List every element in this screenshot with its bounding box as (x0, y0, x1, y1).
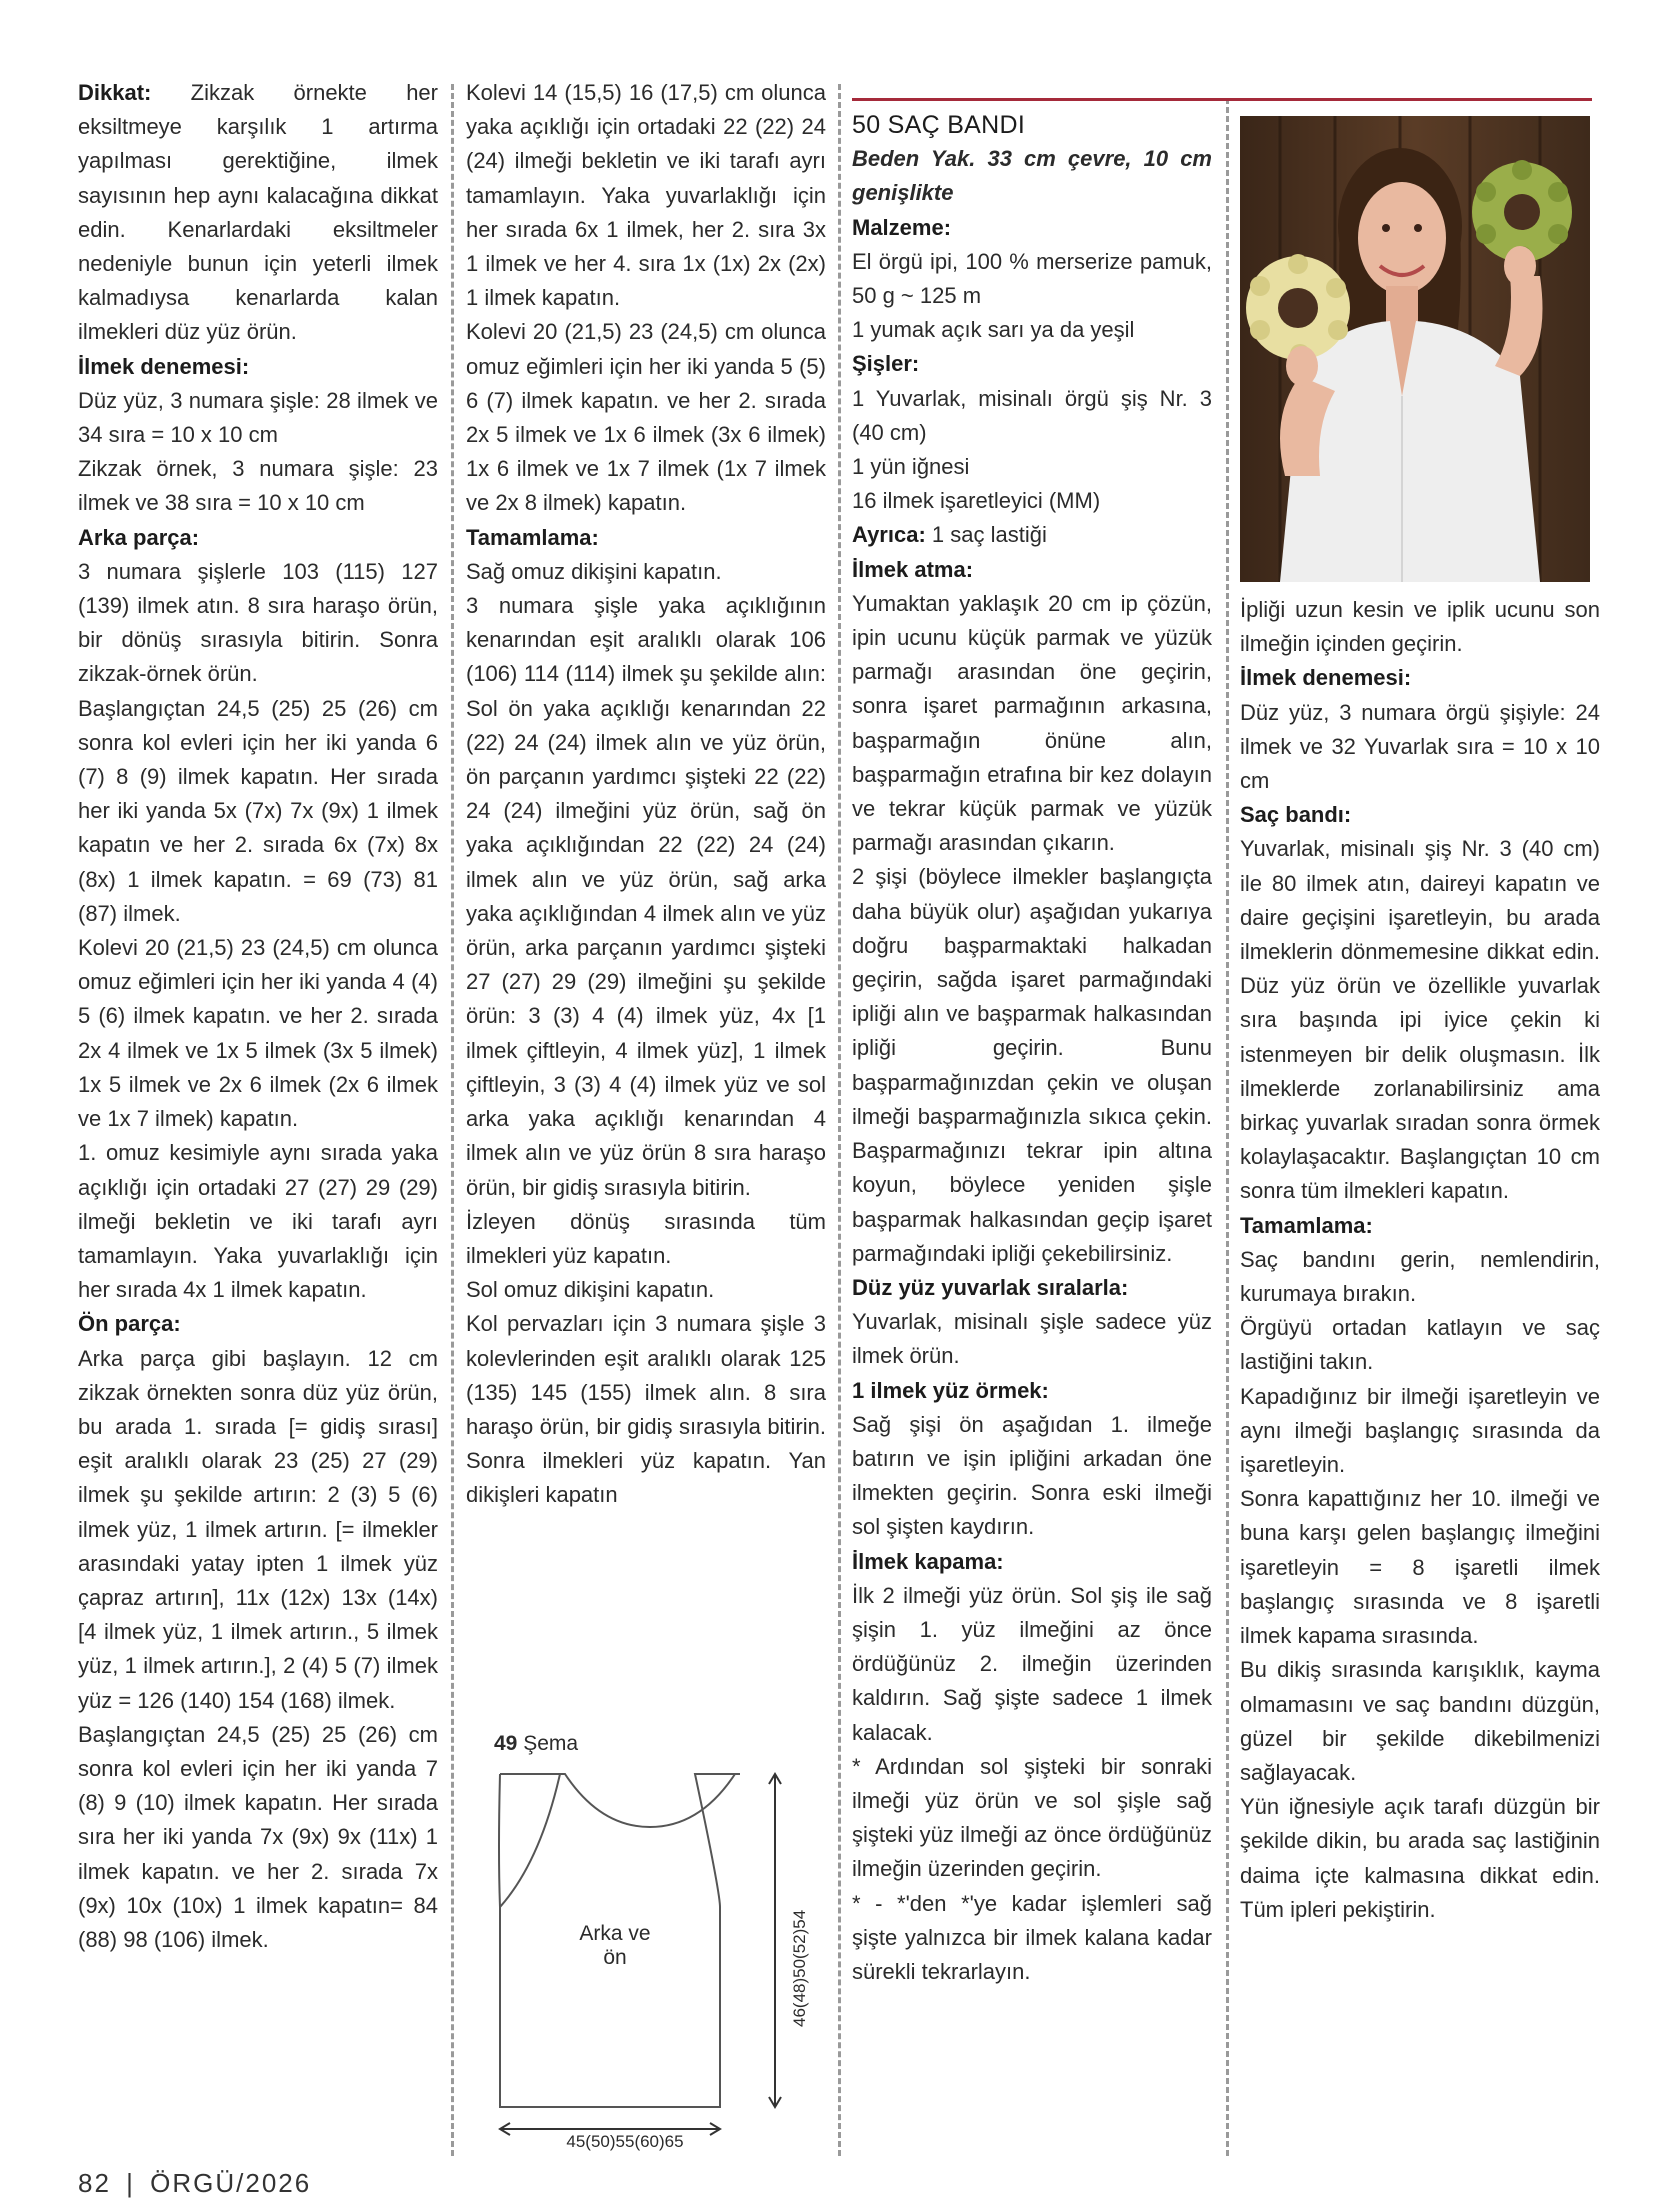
photo-illustration (1240, 116, 1590, 582)
heading: Tamamlama: (466, 524, 599, 550)
column-1 (78, 76, 438, 1957)
diagram-number: 49 (494, 1732, 518, 1755)
column-2 (466, 76, 826, 1513)
paragraph (78, 1342, 438, 1718)
body-text: Saç bandını gerin, nemlendirin, kurumaya bırakın. (1240, 1246, 1600, 1307)
paragraph (78, 1136, 438, 1307)
diagram-piece-line1: Arka ve (579, 1922, 651, 1945)
paragraph (852, 553, 1212, 587)
heading: Tamamlama: (1240, 1212, 1373, 1238)
paragraph (1240, 832, 1600, 1208)
paragraph (852, 313, 1212, 347)
paragraph (1240, 1209, 1600, 1243)
body-text: İzleyen dönüş sırasında tüm ilmekleri yüz kapatın. (466, 1208, 826, 1268)
paragraph (1240, 696, 1600, 799)
body-text: Kol pervazları için 3 numara şişle 3 kolevlerinden eşit aralıklı olarak 125 (135) 145 (155) ilmek alın. 8 sıra haraşo örün, bir gidiş sırasıyla bitirin. Sonra ilmekleri yüz kapatın. Yan dikişleri kapatın (466, 1311, 826, 1508)
paragraph (852, 450, 1212, 484)
paragraph (852, 1408, 1212, 1545)
body-text: 1 yumak açık sarı ya da yeşil (852, 317, 1135, 343)
magazine-name: ÖRGÜ/2026 (150, 2168, 312, 2198)
diagram-piece-label (560, 1922, 670, 1970)
body-text: Kolevi 14 (15,5) 16 (17,5) cm olunca yaka açıklığı için ortadaki 22 (22) 24 (24) ilmeği bekletin ve iki tarafı ayrı tamamlayın. Yaka yuvarlaklığı için her sırada 6x 1 ilmek, her 2. sıra 3x 1 ilmek ve her 4. sıra 1x (1x) 2x (2x) 1 ilmek kapatın. (466, 80, 826, 311)
heading: Düz yüz yuvarlak sıralarla: (852, 1274, 1129, 1300)
column-divider-3 (1226, 98, 1229, 2156)
body-text: Sonra kapattığınız her 10. ilmeği ve buna karşı gelen başlangıç ilmeğini işaretleyin = 8 işaretli ilmek başlangıç sırasında ve 8 işaretli ilmek kapama sırasında. (1240, 1486, 1600, 1649)
paragraph (852, 245, 1212, 313)
paragraph (1240, 661, 1600, 695)
body-text: Sağ şişi ön aşağıdan 1. ilmeğe batırın ve işin ipliğini arkadan öne ilmekten geçirin. Sonra eski ilmeği sol şişten kaydırın. (852, 1411, 1212, 1540)
footer-separator: | (126, 2168, 135, 2198)
paragraph (466, 1307, 826, 1512)
paragraph (852, 211, 1212, 245)
body-text: Kolevi 20 (21,5) 23 (24,5) cm olunca omuz eğimleri için her iki yanda 5 (5) 6 (7) ilmek kapatın. ve her 2. sırada 2x 5 ilmek ve 1x 6 ilmek (3x 6 ilmek) 1x 6 ilmek ve 1x 7 ilmek (1x 7 ilmek ve 2x 8 ilmek) kapatın. (466, 319, 826, 516)
column-divider-2 (838, 84, 841, 2156)
paragraph (466, 76, 826, 315)
column-3-body (852, 142, 1212, 1989)
paragraph (852, 1271, 1212, 1305)
paragraph (78, 1718, 438, 1957)
section-rule (852, 98, 1592, 101)
section-title: 50 SAÇ BANDI (852, 111, 1026, 139)
body-text: Sağ omuz dikişini kapatın. (466, 558, 722, 584)
paragraph (852, 382, 1212, 450)
paragraph (78, 555, 438, 692)
body-text: Arka parça gibi başlayın. 12 cm zikzak örnekten sonra düz yüz örün, bu arada 1. sırada [= gidiş sırası] eşit aralıklı olarak 23 (25) 27 (29) ilmek şu şekilde artırın: 2 (3) 5 (6) ilmek yüz, 1 ilmek artırın. [= ilmekler arasındaki yatay ipten 1 ilmek yüz çapraz artırın], 11x (12x) 13x (14x) [4 ilmek yüz, 1 ilmek artırın., 5 ilmek yüz, 1 ilmek artırın.], 2 (4) 5 (7) ilmek yüz = 126 (140) 154 (168) ilmek. (78, 1345, 438, 1713)
paragraph (1240, 798, 1600, 832)
paragraph (466, 521, 826, 555)
paragraph (852, 347, 1212, 381)
photo-woman-with-scrunchies (1240, 116, 1590, 582)
paragraph (852, 1545, 1212, 1579)
paragraph (466, 555, 826, 589)
body-text: Kolevi 20 (21,5) 23 (24,5) cm olunca omuz eğimleri için her iki yanda 4 (4) 5 (6) ilmek kapatın. ve her 2. sırada 2x 4 ilmek ve 1x 5 ilmek (3x 5 ilmek) 1x 5 ilmek ve 2x 6 ilmek (2x 6 ilmek ve 1x 7 ilmek) kapatın. (78, 935, 438, 1132)
paragraph (466, 1205, 826, 1273)
body-text: Başlangıçtan 24,5 (25) 25 (26) cm sonra kol evleri için her iki yanda 7 (8) 9 (10) ilmek kapatın. Her sırada sıra her iki yanda 7x (9x) 9x (11x) 1 ilmek kapatın. ve her 2. sırada 7x (9x) 10x (10x) 1 ilmek kapatın= 84 (88) 98 (106) ilmek. (78, 1721, 438, 1952)
column-4 (1240, 593, 1600, 1927)
body-text: İlk 2 ilmeği yüz örün. Sol şiş ile sağ şişin 1. yüz ilmeğini az önce ördüğünüz 2. ilmeğin üzerinden kaldırın. Sağ şişte sadece 1 ilmek kalacak. (852, 1582, 1212, 1745)
body-text: Bu dikiş sırasında karışıklık, kayma olmamasını ve saç bandını düzgün, güzel bir şekilde dikebilmenizi sağlayacak. (1240, 1657, 1600, 1785)
paragraph (1240, 1311, 1600, 1379)
heading: Ön parça: (78, 1311, 181, 1337)
paragraph (78, 1307, 438, 1341)
heading: İlmek denemesi: (1240, 665, 1412, 691)
heading: Saç bandı: (1240, 802, 1352, 828)
body-text: 2 şişi (böylece ilmekler başlangıçta daha büyük olur) aşağıdan yukarıya doğru başparmaktaki halkadan geçirin, sağda işaret parmağındaki ipliği alın ve başparmak halkasından ipliği geçirin. Bunu başparmağınızdan çekin ve oluşan ilmeği başparmağınızla sıkıca çekin. Başparmağınızı tekrar ipin altına koyun, böylece yeniden şişle başparmak halkasından geçip işaret parmağındaki ipliği çekebilirsiniz. (852, 864, 1212, 1266)
paragraph (852, 1750, 1212, 1887)
paragraph (1240, 1790, 1600, 1927)
paragraph (852, 587, 1212, 861)
paragraph (78, 692, 438, 931)
body-text: 3 numara şişlerle 103 (115) 127 (139) ilmek atın. 8 sıra haraşo örün, bir dönüş sırasıyla bitirin. Sonra zikzak-örnek örün. (78, 558, 438, 687)
diagram-width-label: 45(50)55(60)65 (566, 2132, 684, 2151)
paragraph (78, 350, 438, 384)
body-text: 1 saç lastiği (925, 522, 1047, 548)
body-text: El örgü ipi, 100 % merserize pamuk, 50 g ~ 125 m (852, 248, 1212, 309)
body-text: Düz yüz, 3 numara şişle: 28 ilmek ve 34 sıra = 10 x 10 cm (78, 387, 438, 448)
body-text: Düz yüz, 3 numara örgü şişiyle: 24 ilmek ve 32 Yuvarlak sıra = 10 x 10 cm (1240, 699, 1600, 794)
body-text: 3 numara şişle yaka açıklığının kenarından eşit aralıklı olarak 106 (106) 114 (114) ilmek şu şekilde alın: Sol ön yaka açıklığı kenarından 22 (22) 24 (24) ilmek alın ve yüz örün, ön parçanın yardımcı şişteki 22 (22) 24 (24) ilmeğini yüz örün, sağ ön yaka açıklığından 22 (22) 24 (24) ilmek alın ve yüz örün, sağ arka yaka açıklığından 4 ilmek alın ve yüz örün, arka parçanın yardımcı şişteki 27 (27) 29 (29) ilmeğini şu şekilde örün: 3 (3) 4 (4) ilmek yüz, 4x [1 ilmek çiftleyin, 4 ilmek yüz], 1 ilmek çiftleyin, 3 (3) 4 (4) ilmek yüz ve sol arka yaka açıklığı kenarından 4 ilmek alın ve yüz örün 8 sıra haraşo örün, bir gidiş sırasıyla bitirin. (466, 593, 826, 1200)
paragraph (78, 384, 438, 452)
body-text: * - *'den *'ye kadar işlemleri sağ şişte yalnızca bir ilmek kalana kadar sürekli tekrarlayın. (852, 1890, 1212, 1984)
diagram-armhole-left (499, 1774, 500, 1907)
diagram-piece-line2: ön (603, 1946, 627, 1969)
body-text: 16 ilmek işaretleyici (MM) (852, 488, 1101, 514)
body-text: İpliği uzun kesin ve iplik ucunu son ilmeğin içinden geçirin. (1240, 597, 1600, 657)
column-3 (852, 108, 1212, 1989)
paragraph (78, 452, 438, 520)
body-text: Zikzak örnek, 3 numara şişle: 23 ilmek ve 38 sıra = 10 x 10 cm (78, 456, 438, 516)
paragraph (852, 1305, 1212, 1373)
paragraph (78, 931, 438, 1136)
body-text: Örgüyü ortadan katlayın ve saç lastiğini takın. (1240, 1315, 1600, 1375)
paragraph (852, 484, 1212, 518)
paragraph (78, 521, 438, 555)
heading: Malzeme: (852, 214, 952, 240)
diagram-label: Şema (523, 1732, 579, 1755)
paragraph (1240, 1380, 1600, 1483)
body-text: Yumaktan yaklaşık 20 cm ip çözün, ipin ucunu küçük parmak ve yüzük parmağı arasından öne geçirin, sonra işaret parmağının arkasına, başparmağın önüne alın, başparmağın etrafına bir kez dolayın ve tekrar küçük parmak ve yüzük parmağı arasından çıkarın. (852, 590, 1212, 856)
body-text: Başlangıçtan 24,5 (25) 25 (26) cm sonra kol evleri için her iki yanda 6 (7) 8 (9) ilmek kapatın. Her sırada her iki yanda 5x (7x) 7x (9x) 1 ilmek kapatın ve her 2. sırada 6x (7x) 8x (8x) 1 ilmek kapatın. = 69 (73) 81 (87) ilmek. (78, 695, 438, 926)
body-text: Yuvarlak, misinalı şiş Nr. 3 (40 cm) ile 80 ilmek atın, daireyi kapatın ve daire geçişini işaretleyin, bu arada ilmeklerin dönmemesine dikkat edin. Düz yüz örün ve özellikle yuvarlak sıra başında ipi iyice çekin ki istenmeyen bir delik oluşmasın. İlk ilmeklerde zorlanabilirsiniz ama birkaç yuvarlak sıradan sonra örmek kolaylaşacaktır. Başlangıçtan 10 cm sonra tüm ilmekleri kapatın. (1240, 836, 1600, 1204)
heading: Ayrıca: (852, 522, 926, 548)
body-text: 1. omuz kesimiyle aynı sırada yaka açıklığı için ortadaki 27 (27) 29 (29) ilmeği bekletin ve iki tarafı ayrı tamamlayın. Yaka yuvarlaklığı için her sırada 4x 1 ilmek kapatın. (78, 1140, 438, 1303)
page-footer (78, 2168, 311, 2199)
paragraph (852, 1887, 1212, 1990)
diagram-height-label: 46(48)50(52)54 (790, 1909, 809, 2027)
paragraph (466, 589, 826, 1205)
paragraph (78, 76, 438, 350)
heading: İlmek kapama: (852, 1548, 1004, 1574)
page-number: 82 (78, 2168, 111, 2198)
paragraph (852, 860, 1212, 1270)
subtitle-italic: Beden Yak. 33 cm çevre, 10 cm genişlikte (852, 146, 1212, 206)
paragraph (1240, 1482, 1600, 1653)
body-text: * Ardından sol şişteki bir sonraki ilmeği yüz örün ve sol şişle sağ şişteki yüz ilmeği az önce ördüğünüz ilmeğin üzerinden geçirin. (852, 1753, 1212, 1882)
column-divider-1 (451, 84, 454, 2156)
body-text: Yün iğnesiyle açık tarafı düzgün bir şekilde dikin, bu arada saç lastiğinin daima içte kalmasına dikkat edin. Tüm ipleri pekiştirin. (1240, 1794, 1600, 1922)
body-text: Kapadığınız bir ilmeği işaretleyin ve aynı ilmeği başlangıç sırasında da işaretleyin. (1240, 1383, 1600, 1478)
paragraph (852, 142, 1212, 210)
heading: İlmek denemesi: (78, 353, 250, 379)
paragraph (1240, 1243, 1600, 1311)
heading: Arka parça: (78, 524, 200, 550)
paragraph (852, 518, 1212, 552)
paragraph (1240, 593, 1600, 661)
paragraph (852, 1374, 1212, 1408)
body-text: 1 yün iğnesi (852, 454, 970, 480)
paragraph (466, 1273, 826, 1307)
body-text: Zikzak örnekte her eksiltmeye karşılık 1 artırma yapılması gerektiğine, ilmek sayısının hep aynı kalacağına dikkat edin. Kenarlardaki eksiltmeler nedeniyle bunun için yeterli ilmek kalmadıysa kenarlarda kalan ilmekleri düz yüz örün. (78, 80, 438, 345)
paragraph (466, 315, 826, 520)
heading: Şişler: (852, 351, 920, 377)
body-text: Yuvarlak, misinalı şişle sadece yüz ilmek örün. (852, 1309, 1212, 1369)
diagram-49-schema (490, 1732, 820, 2152)
paragraph (852, 1579, 1212, 1750)
heading: 1 ilmek yüz örmek: (852, 1377, 1049, 1403)
body-text: Sol omuz dikişini kapatın. (466, 1277, 715, 1303)
body-text: 1 Yuvarlak, misinalı örgü şiş Nr. 3 (40 cm) (852, 385, 1212, 445)
heading: İlmek atma: (852, 556, 974, 582)
heading: Dikkat: (78, 80, 152, 105)
paragraph (1240, 1653, 1600, 1790)
